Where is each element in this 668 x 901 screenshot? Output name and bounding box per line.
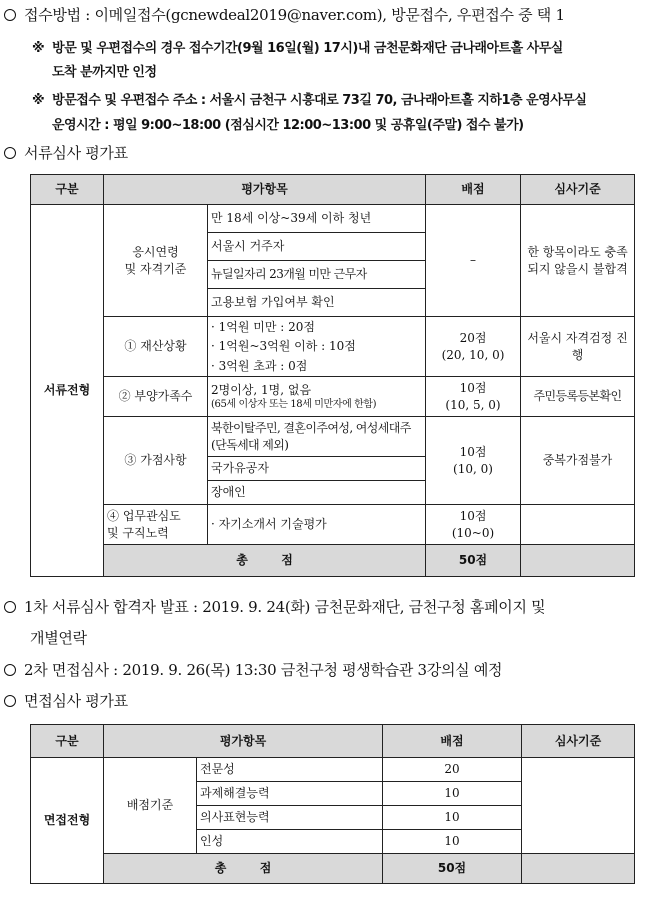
group5-item: · 자기소개서 기술평가 <box>208 505 426 545</box>
group1-score: – <box>426 205 521 317</box>
group1-item-2: 서울시 거주자 <box>208 233 426 261</box>
note1-line2: 도착 분까지만 인정 <box>52 65 157 80</box>
group1-label-line2: 및 자격기준 <box>124 261 187 276</box>
circle-bullet-icon <box>4 664 16 676</box>
interview-table-heading <box>0 690 128 711</box>
group2-score <box>426 317 521 377</box>
reference-mark-icon: ※ <box>32 41 45 56</box>
header-item: 평가항목 <box>104 725 383 758</box>
group2-score-line2: (20, 10, 0) <box>441 347 505 362</box>
doc-screening-table <box>30 174 635 577</box>
total-score: 50점 <box>426 545 521 577</box>
interview-group-label: 배점기준 <box>104 758 197 854</box>
interview-category: 면접전형 <box>31 758 104 884</box>
interview-score-3: 10 <box>383 806 522 830</box>
group1-label-line1: 응시연령 <box>132 245 179 260</box>
group4-item-1: 북한이탈주민, 결혼이주여성, 여성세대주(단독세대 제외) <box>208 417 426 457</box>
table-row <box>31 205 635 233</box>
note2-line2: 운영시간 : 평일 9:00~18:00 (점심시간 12:00~13:00 및 공휴일(주말) 접수 불가) <box>52 118 524 133</box>
group4-score-line1: 10점 <box>459 445 487 460</box>
total-row <box>31 545 635 577</box>
header-score: 배점 <box>426 175 521 205</box>
group5-score-line1: 10점 <box>459 509 487 524</box>
group1-item-4: 고용보험 가입여부 확인 <box>208 289 426 317</box>
header-criteria: 심사기준 <box>522 725 635 758</box>
table-row <box>31 317 635 337</box>
method-text: 접수방법 : 이메일접수(gcnewdeal2019@naver.com), 방문접수, 우편접수 중 택 1 <box>24 6 565 24</box>
interview-criteria <box>522 758 635 854</box>
note2-line1 <box>0 89 586 108</box>
group1-criteria: 한 항목이라도 충족되지 않을시 불합격 <box>521 205 635 317</box>
group5-label <box>104 505 208 545</box>
group2-item-1: · 1억원 미만 : 20점 <box>208 317 426 337</box>
group5-label-line2: 및 구직노력 <box>107 525 169 540</box>
group2-item-3: · 3억원 초과 : 0점 <box>208 357 426 377</box>
group5-label-line1: ④ 업무관심도 <box>107 509 181 524</box>
interview-table-heading-text: 면접심사 평가표 <box>24 692 128 710</box>
total-row <box>31 854 635 884</box>
doc-table-heading <box>0 142 128 163</box>
circle-bullet-icon <box>4 695 16 707</box>
header-category: 구분 <box>31 175 104 205</box>
group5-criteria <box>521 505 635 545</box>
interview-score-1: 20 <box>383 758 522 782</box>
group4-score-line2: (10, 0) <box>453 461 493 476</box>
group2-item-2: · 1억원~3억원 이하 : 10점 <box>208 337 426 357</box>
total-criteria <box>521 545 635 577</box>
group4-item-3: 장애인 <box>208 481 426 505</box>
interview-total-score: 50점 <box>383 854 522 884</box>
table-row <box>31 417 635 457</box>
announce2-line <box>0 659 502 680</box>
group2-score-line1: 20점 <box>459 331 487 346</box>
interview-score-2: 10 <box>383 782 522 806</box>
circle-bullet-icon <box>4 601 16 613</box>
group3-item-line2: (65세 이상자 또는 18세 미만자에 한함) <box>211 398 377 410</box>
note1-text: 방문 및 우편접수의 경우 접수기간(9월 16일(월) 17시)내 금천문화재단 금나래아트홀 사무실 <box>52 41 563 56</box>
announce1-line2: 개별연락 <box>30 629 87 647</box>
group3-score-line1: 10점 <box>459 381 487 396</box>
interview-score-4: 10 <box>383 830 522 854</box>
group1-item-3: 뉴딜일자리 23개월 미만 근무자 <box>208 261 426 289</box>
table-row <box>31 505 635 545</box>
header-category: 구분 <box>31 725 104 758</box>
interview-item-2: 과제해결능력 <box>197 782 383 806</box>
announce2-text: 2차 면접심사 : 2019. 9. 26(목) 13:30 금천구청 평생학습관 3강의실 예정 <box>24 661 503 679</box>
group3-item <box>208 377 426 417</box>
announce1-text: 1차 서류심사 합격자 발표 : 2019. 9. 24(화) 금천문화재단, 금천구청 홈페이지 및 <box>24 598 546 616</box>
interview-total-label: 총 점 <box>104 854 383 884</box>
group4-score <box>426 417 521 505</box>
group4-item-2: 국가유공자 <box>208 457 426 481</box>
interview-total-criteria <box>522 854 635 884</box>
group3-score <box>426 377 521 417</box>
doc-table-heading-text: 서류심사 평가표 <box>24 144 128 162</box>
circle-bullet-icon <box>4 147 16 159</box>
group2-label: ① 재산상황 <box>104 317 208 377</box>
method-line <box>0 4 565 25</box>
note2-text: 방문접수 및 우편접수 주소 : 서울시 금천구 시흥대로 73길 70, 금나래아트홀 지하1층 운영사무실 <box>52 93 587 108</box>
category-cell: 서류전형 <box>31 205 104 577</box>
interview-item-3: 의사표현능력 <box>197 806 383 830</box>
group2-criteria: 서울시 자격검정 진행 <box>521 317 635 377</box>
table-header-row <box>31 175 635 205</box>
group5-score-line2: (10~0) <box>451 525 495 540</box>
header-item: 평가항목 <box>104 175 426 205</box>
group4-criteria: 중복가점불가 <box>521 417 635 505</box>
interview-item-1: 전문성 <box>197 758 383 782</box>
total-label: 총 점 <box>104 545 426 577</box>
group3-criteria: 주민등록등본확인 <box>521 377 635 417</box>
group3-score-line2: (10, 5, 0) <box>445 397 501 412</box>
header-score: 배점 <box>383 725 522 758</box>
group1-item-1: 만 18세 이상~39세 이하 청년 <box>208 205 426 233</box>
header-criteria: 심사기준 <box>521 175 635 205</box>
group1-label <box>104 205 208 317</box>
reference-mark-icon: ※ <box>32 93 45 108</box>
group3-item-line1: 2명이상, 1명, 없음 <box>211 382 312 397</box>
table-header-row <box>31 725 635 758</box>
interview-item-4: 인성 <box>197 830 383 854</box>
table-row <box>31 758 635 782</box>
table-row <box>31 377 635 417</box>
interview-table <box>30 724 635 884</box>
group4-label: ③ 가점사항 <box>104 417 208 505</box>
note1-line1 <box>0 37 563 56</box>
group3-label: ② 부양가족수 <box>104 377 208 417</box>
group5-score <box>426 505 521 545</box>
announce1-line1 <box>0 596 545 617</box>
circle-bullet-icon <box>4 9 16 21</box>
